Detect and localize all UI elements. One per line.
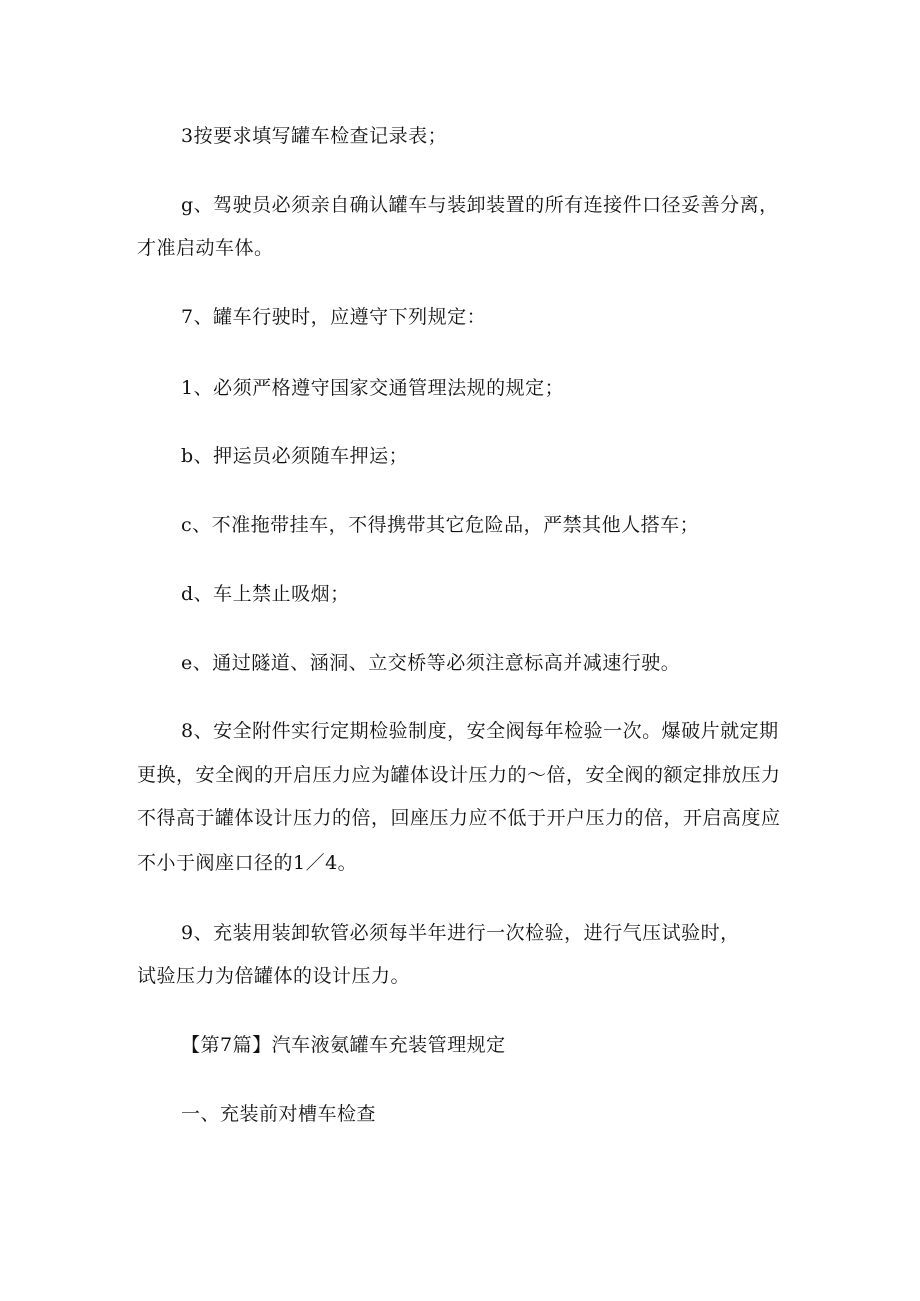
paragraph-2-line-1: g、驾驶员必须亲自确认罐车与装卸装置的所有连接件口径妥善分离， xyxy=(181,194,779,216)
paragraph-10-line-2: 试验压力为倍罐体的设计压力。 xyxy=(137,965,411,987)
paragraph-9-line-4: 不小于阀座口径的1／4。 xyxy=(137,852,358,874)
paragraph-6-line-1: c、不准拖带挂车，不得携带其它危险品，严禁其他人搭车； xyxy=(181,514,700,536)
subsection-heading-1: 一、充装前对槽车检查 xyxy=(181,1103,377,1125)
paragraph-9-line-2: 更换，安全阀的开启压力应为罐体设计压力的～倍，安全阀的额定排放压力 xyxy=(137,764,781,786)
paragraph-4-line-1: 1、必须严格遵守国家交通管理法规的规定； xyxy=(181,377,565,399)
paragraph-7-line-1: d、车上禁止吸烟； xyxy=(181,583,350,605)
paragraph-3-line-1: 7、罐车行驶时，应遵守下列规定： xyxy=(181,306,487,328)
paragraph-10-line-1: 9、充装用装卸软管必须每半年进行一次检验，进行气压试验时， xyxy=(181,922,740,944)
section-heading-7: 【第7篇】汽车液氨罐车充装管理规定 xyxy=(181,1034,506,1056)
paragraph-2-line-2: 才准启动车体。 xyxy=(137,237,274,259)
paragraph-8-line-1: e、通过隧道、涵洞、立交桥等必须注意标高并减速行驶。 xyxy=(181,652,681,674)
paragraph-9-line-1: 8、安全附件实行定期检验制度，安全阀每年检验一次。爆破片就定期 xyxy=(181,720,779,742)
paragraph-1-line-1: 3按要求填写罐车检查记录表； xyxy=(181,125,448,147)
paragraph-5-line-1: b、押运员必须随车押运； xyxy=(181,445,409,467)
paragraph-9-line-3: 不得高于罐体设计压力的倍，回座压力应不低于开户压力的倍，开启高度应 xyxy=(137,807,781,829)
